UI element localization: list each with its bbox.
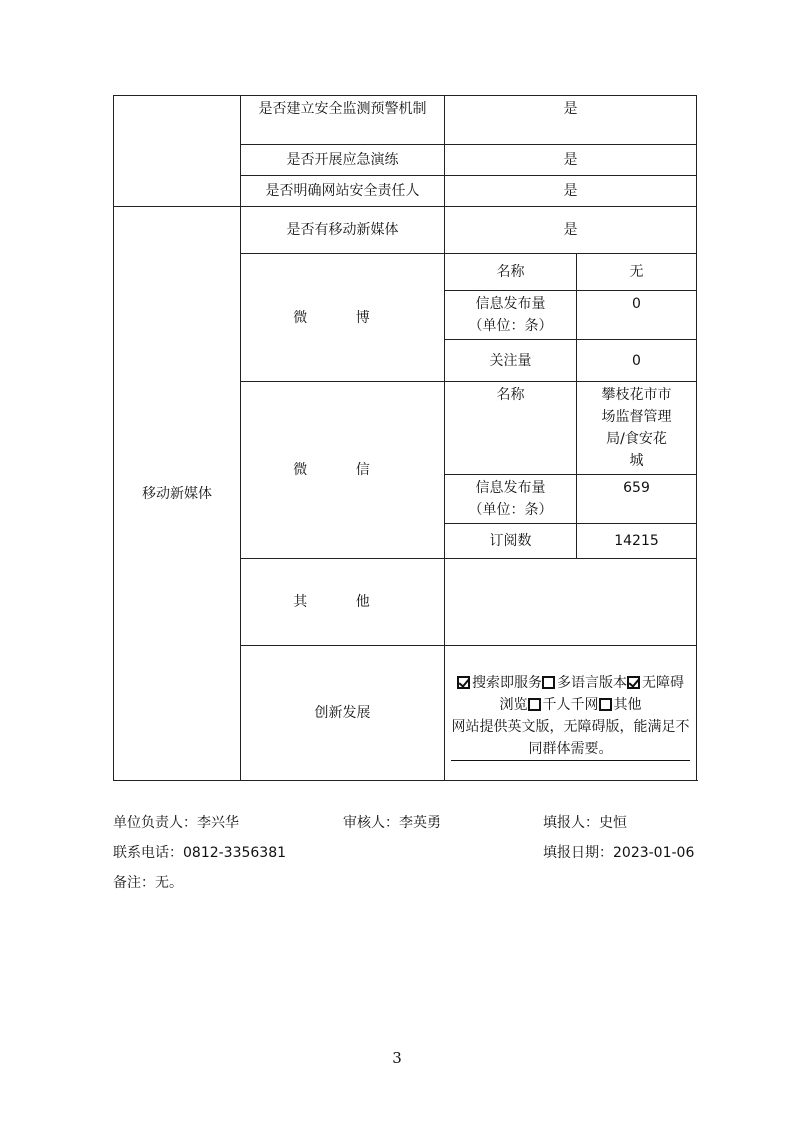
wechat-posts-label-line2: （单位：条） <box>468 502 553 518</box>
innovation-note-line <box>451 716 690 761</box>
option-accessible: 无障碍浏览 <box>499 674 684 713</box>
checkbox-multilingual[interactable] <box>542 676 555 689</box>
has-mobile-value: 是 <box>445 207 697 254</box>
weibo-posts-label-line2: （单位：条） <box>468 318 553 334</box>
other-label: 其 他 <box>241 559 445 646</box>
monitoring-value: 是 <box>445 96 697 145</box>
wechat-name-label: 名称 <box>445 382 577 475</box>
reviewer: 审核人：李英勇 <box>343 815 441 831</box>
weibo-name-label: 名称 <box>445 254 577 291</box>
weibo-posts-label-line1: 信息发布量 <box>475 296 546 312</box>
option-other: 其他 <box>613 696 642 713</box>
weibo-posts-value: 0 <box>577 291 697 340</box>
wechat-posts-label-line1: 信息发布量 <box>475 480 546 496</box>
innovation-note: 网站提供英文版，无障碍版，能满足不同群体需要。 <box>451 716 690 761</box>
weibo-label: 微 博 <box>241 254 445 382</box>
drill-label: 是否开展应急演练 <box>241 145 445 176</box>
wechat-name-line: 攀枝花市市 <box>601 387 672 403</box>
wechat-name-line: 局/食安花 <box>606 431 667 447</box>
weibo-follow-label: 关注量 <box>445 340 577 382</box>
innovation-checkbox-line <box>451 672 690 716</box>
wechat-label: 微 信 <box>241 382 445 559</box>
innovation-label: 创新发展 <box>241 646 445 781</box>
checkbox-personalized[interactable] <box>528 698 541 711</box>
responsible-label: 是否明确网站安全责任人 <box>241 176 445 207</box>
checkbox-accessible[interactable] <box>627 676 640 689</box>
has-mobile-label: 是否有移动新媒体 <box>241 207 445 254</box>
remark: 备注：无。 <box>113 875 183 891</box>
wechat-posts-label <box>445 475 577 524</box>
wechat-subs-value: 14215 <box>577 524 697 559</box>
wechat-name-value <box>577 382 697 475</box>
weibo-name-value: 无 <box>577 254 697 291</box>
wechat-name-line: 场监督管理 <box>601 409 672 425</box>
option-search-service: 搜索即服务 <box>472 674 542 691</box>
option-personalized: 千人千网 <box>542 696 599 713</box>
wechat-subs-label: 订阅数 <box>445 524 577 559</box>
weibo-posts-label <box>445 291 577 340</box>
unit-head: 单位负责人：李兴华 <box>113 815 239 831</box>
monitoring-label: 是否建立安全监测预警机制 <box>241 96 445 145</box>
option-multilingual: 多语言版本 <box>557 674 627 691</box>
drill-value: 是 <box>445 145 697 176</box>
fill-date: 填报日期：2023-01-06 <box>543 845 695 861</box>
weibo-follow-value: 0 <box>577 340 697 382</box>
responsible-value: 是 <box>445 176 697 207</box>
form-table <box>113 95 697 781</box>
checkbox-other[interactable] <box>599 698 612 711</box>
filler: 填报人：史恒 <box>543 815 627 831</box>
innovation-options <box>445 646 697 781</box>
continued-section-cell <box>114 96 241 207</box>
other-value <box>445 559 697 646</box>
wechat-name-line: 城 <box>629 453 644 469</box>
wechat-posts-value: 659 <box>577 475 697 524</box>
page-number: 3 <box>392 1049 402 1067</box>
contact-phone: 联系电话：0812-3356381 <box>113 845 287 861</box>
mobile-section-label: 移动新媒体 <box>114 207 241 781</box>
checkbox-search-service[interactable] <box>457 676 470 689</box>
